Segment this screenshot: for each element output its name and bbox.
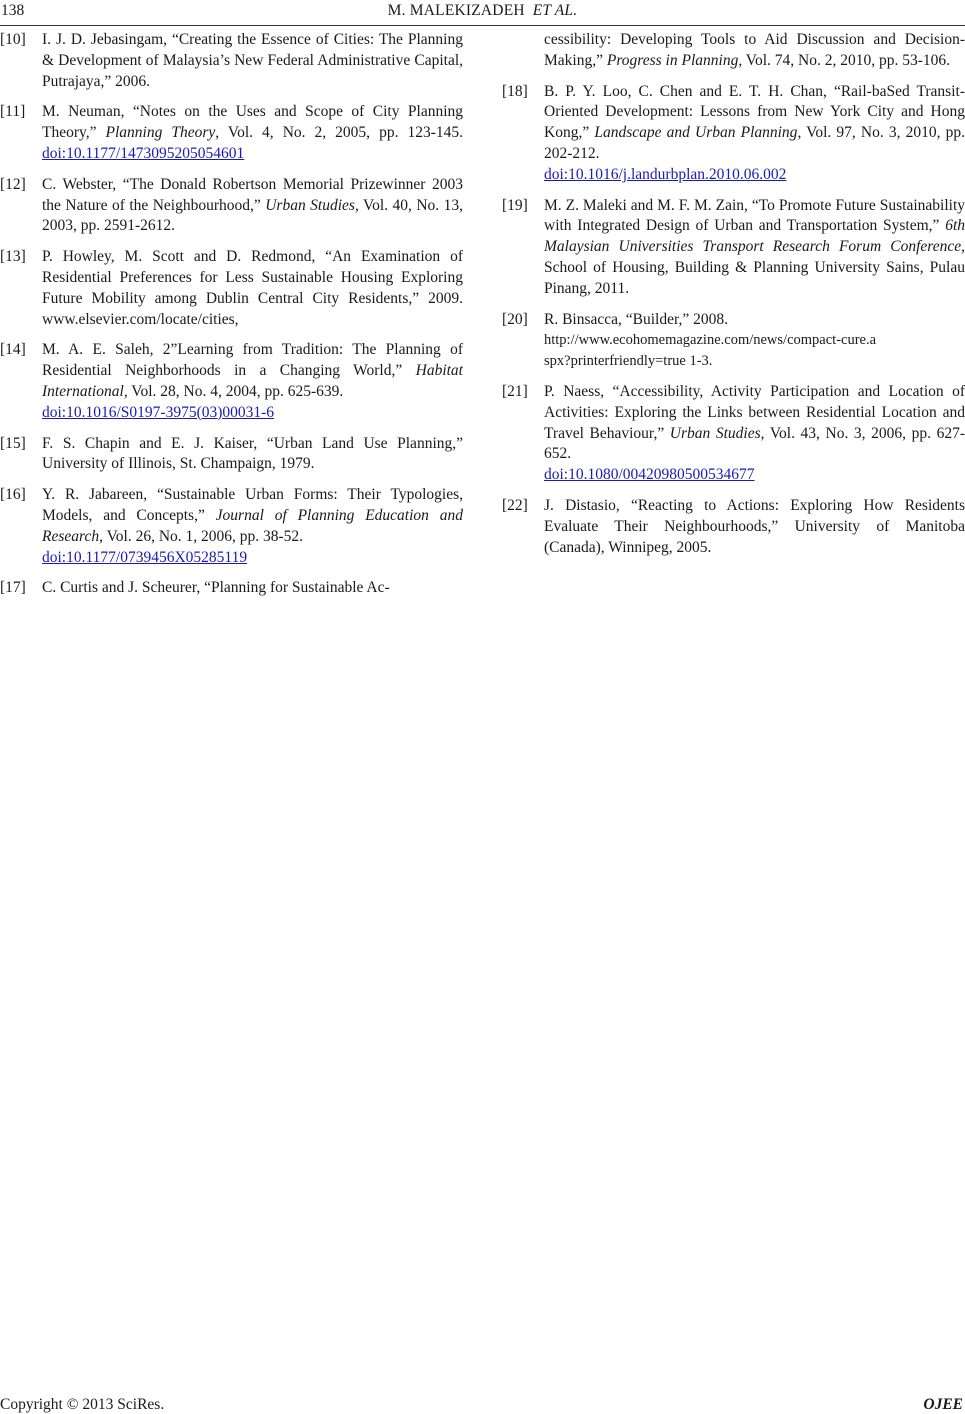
reference-text: P. Naess, “Accessibility, Activity Participation and Location of Activities: Exploring the Links between Residential Location and Travel Behaviour,” — [544, 382, 965, 442]
reference-journal: Planning Theory — [105, 124, 216, 142]
reference-11 — [0, 102, 463, 164]
reference-19 — [502, 196, 965, 300]
reference-details: , Vol. 26, No. 1, 2006, pp. 38-52. — [99, 527, 304, 545]
reference-text: C. Curtis and J. Scheurer, “Planning for Sustainable Ac- — [42, 579, 390, 597]
reference-text: M. Z. Maleki and M. F. M. Zain, “To Promote Future Sustainability with Integrated Design of Urban and Transportation System,” — [544, 196, 965, 235]
reference-text: M. Neuman, “Notes on the Uses and Scope of City Planning Theory,” — [42, 103, 463, 142]
doi-link[interactable]: doi:10.1177/0739456X05285119 — [42, 548, 248, 566]
reference-number: [12] — [0, 175, 26, 193]
reference-number: [17] — [0, 579, 26, 597]
reference-number: [22] — [502, 496, 528, 514]
reference-number: [18] — [502, 82, 528, 100]
reference-17-continuation — [502, 30, 965, 72]
reference-details: , Vol. 43, No. 3, 2006, pp. 627-652. — [544, 424, 965, 463]
reference-journal: Urban Studies — [265, 196, 355, 214]
reference-text: M. A. E. Saleh, 2”Learning from Tradition: The Planning of Residential Neighborhoods in a Changing World,” — [42, 341, 463, 380]
reference-url: http://www.ecohomemagazine.com/news/compact-cure.a — [544, 332, 877, 349]
reference-text: Y. R. Jabareen, “Sustainable Urban Forms: Their Typologies, Models, and Concepts,” — [42, 486, 463, 524]
header-rule — [0, 25, 965, 26]
reference-number: [10] — [0, 31, 26, 48]
reference-text: P. Howley, M. Scott and D. Redmond, “An Examination of Residential Preferences for Less Sustainable Housing Exploring Future Mobility among Dublin Central City Residents,” 2009. www.elsevier.com/locate/cities, — [42, 248, 463, 328]
reference-journal: 6th Malaysian Universities Transport Research Forum Conference — [544, 217, 965, 256]
reference-14 — [0, 340, 463, 423]
reference-number: [15] — [0, 434, 26, 452]
reference-18 — [502, 82, 965, 186]
reference-url-continuation: spx?printerfriendly=true 1-3. — [544, 353, 713, 370]
reference-number: [19] — [502, 196, 528, 214]
reference-number: [11] — [0, 103, 26, 121]
reference-details: , Vol. 74, No. 2, 2010, pp. 53-106. — [738, 51, 951, 69]
reference-17 — [0, 578, 463, 599]
reference-details: , Vol. 40, No. 13, 2003, pp. 2591-2612. — [42, 196, 464, 235]
reference-body — [42, 340, 463, 423]
reference-journal: Landscape and Urban Planning — [594, 124, 798, 142]
doi-link[interactable]: doi:10.1016/j.landurbplan.2010.06.002 — [544, 165, 787, 183]
reference-body — [544, 382, 965, 486]
reference-number: [14] — [0, 341, 26, 359]
reference-journal: Journal of Planning Education and Research — [42, 506, 463, 545]
reference-details: , Vol. 4, No. 2, 2005, pp. 123-145. — [215, 124, 463, 142]
running-head-et-al: ET AL. — [532, 2, 578, 19]
reference-16 — [0, 485, 463, 568]
reference-details: , Vol. 28, No. 4, 2004, pp. 625-639. — [123, 382, 344, 400]
footer-journal-name: OJEE — [923, 1396, 963, 1413]
reference-text: R. Binsacca, “Builder,” 2008. — [544, 310, 729, 328]
page-number: 138 — [1, 2, 25, 19]
reference-21 — [502, 382, 965, 486]
running-head-author: M. MALEKIZADEH — [387, 2, 525, 19]
reference-22 — [502, 496, 965, 558]
reference-text: J. Distasio, “Reacting to Actions: Exploring How Residents Evaluate Their Neighbourhoods,” University of Manitoba (Canada), Winnipeg, 2005. — [544, 496, 965, 556]
reference-body — [42, 175, 463, 237]
reference-journal: Habitat International — [42, 362, 463, 400]
reference-body — [544, 82, 965, 186]
reference-text: I. J. D. Jebasingam, “Creating the Essence of Cities: The Planning & Development of Malaysia’s New Federal Administrative Capital, Putrajaya,” 2006. — [42, 31, 463, 90]
reference-text: cessibility: Developing Tools to Aid Discussion and Decision-Making,” — [544, 31, 965, 69]
reference-body — [544, 310, 965, 372]
reference-journal: Progress in Planning — [606, 51, 739, 69]
reference-15 — [0, 434, 463, 476]
reference-13 — [0, 247, 463, 330]
references-left-column — [0, 30, 463, 609]
reference-number: [13] — [0, 248, 26, 266]
reference-number: [16] — [0, 486, 26, 504]
doi-link[interactable]: doi:10.1080/00420980500534677 — [544, 466, 755, 484]
reference-text: F. S. Chapin and E. J. Kaiser, “Urban Land Use Planning,” University of Illinois, St. Champaign, 1979. — [42, 434, 463, 473]
reference-10 — [0, 30, 463, 92]
reference-text: B. P. Y. Loo, C. Chen and E. T. H. Chan, “Rail-baSed Transit-Oriented Development: Lessons from New York City and Hong Kong,” — [544, 82, 965, 142]
reference-text: C. Webster, “The Donald Robertson Memorial Prizewinner 2003 the Nature of the Neighbourhood,” — [42, 175, 463, 214]
reference-12 — [0, 175, 463, 237]
running-head — [0, 2, 965, 20]
reference-journal: Urban Studies — [669, 424, 761, 442]
reference-details: , Vol. 97, No. 3, 2010, pp. 202-212. — [544, 124, 965, 162]
reference-number: [20] — [502, 310, 528, 328]
doi-link[interactable]: doi:10.1016/S0197-3975(03)00031-6 — [42, 403, 275, 421]
reference-details: , School of Housing, Building & Planning University Sains, Pulau Pinang, 2011. — [544, 238, 965, 297]
reference-body — [42, 485, 463, 568]
reference-number: [21] — [502, 382, 528, 400]
reference-body — [42, 102, 463, 164]
doi-link[interactable]: doi:10.1177/1473095205054601 — [42, 144, 245, 162]
reference-body — [544, 196, 965, 300]
footer-copyright: Copyright © 2013 SciRes. — [0, 1396, 165, 1413]
references-right-column — [502, 30, 965, 568]
reference-20 — [502, 310, 965, 372]
